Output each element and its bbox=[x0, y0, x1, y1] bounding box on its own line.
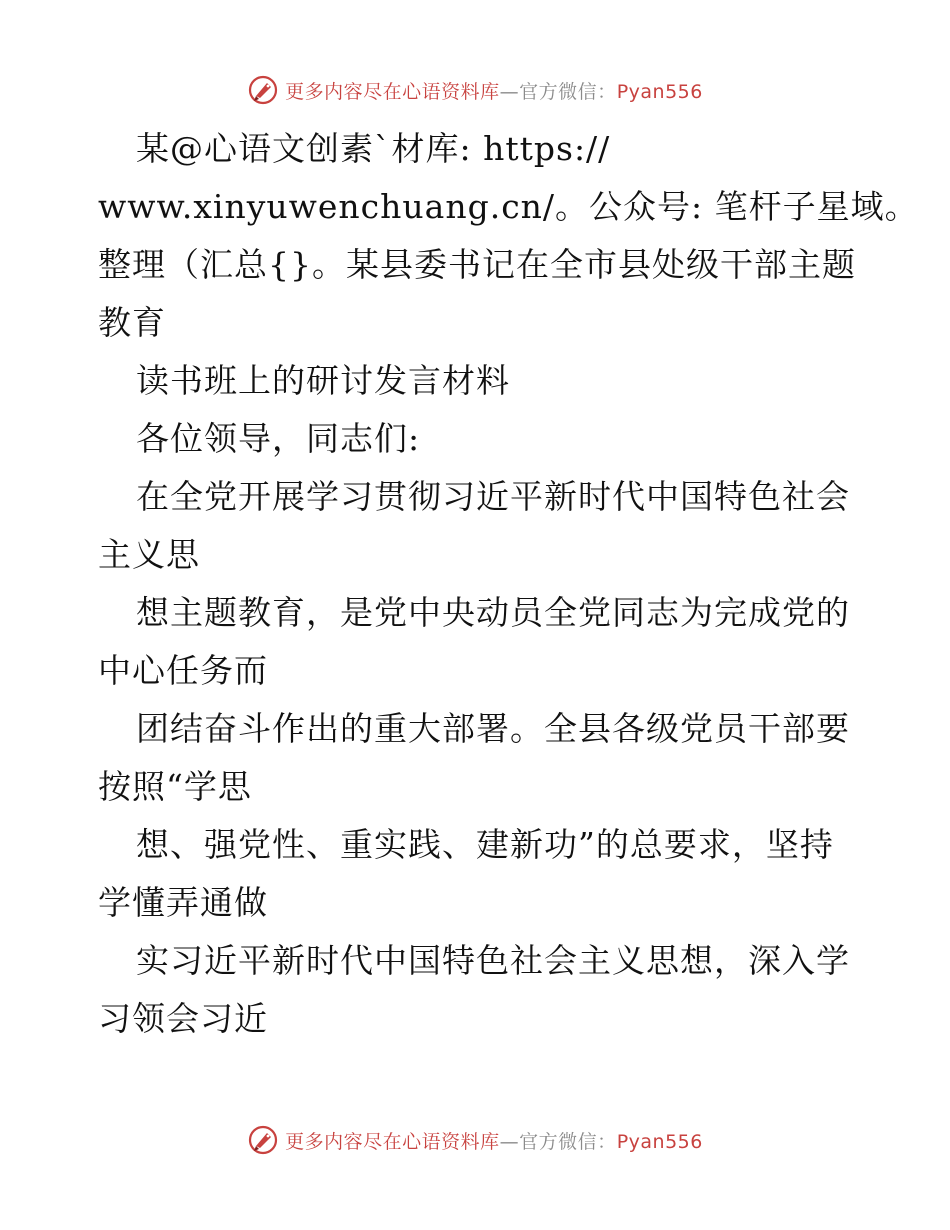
body-line-url: www.xinyuwenchuang.cn/。公众号: 笔杆子星域。 bbox=[98, 187, 919, 226]
body-line-paragraph: 实习近平新时代中国特色社会主义思想，深入学 bbox=[136, 941, 850, 980]
body-line-title-2: 教育 bbox=[98, 303, 166, 342]
body-line-subtitle: 读书班上的研讨发言材料 bbox=[136, 361, 510, 400]
header-banner-main: 更多内容尽在心语资料库 bbox=[285, 80, 500, 103]
document-body bbox=[98, 120, 919, 1048]
footer-banner-wechat-label: 官方微信： bbox=[519, 1130, 617, 1153]
footer-banner-main: 更多内容尽在心语资料库 bbox=[285, 1130, 500, 1153]
body-line-paragraph: 想主题教育，是党中央动员全党同志为完成党的 bbox=[136, 593, 850, 632]
body-line-paragraph: 按照“学思 bbox=[98, 767, 252, 806]
body-line-source: 某@心语文创素`材库: https:// bbox=[136, 129, 611, 168]
footer-banner-text bbox=[285, 1127, 703, 1154]
header-banner bbox=[0, 72, 950, 108]
body-line-paragraph: 想、强党性、重实践、建新功”的总要求，坚持 bbox=[136, 825, 834, 864]
header-banner-dash: — bbox=[499, 80, 520, 103]
footer-banner-dash: — bbox=[499, 1130, 520, 1153]
header-banner-wechat-id: Pyan556 bbox=[616, 80, 703, 103]
body-line-paragraph: 团结奋斗作出的重大部署。全县各级党员干部要 bbox=[136, 709, 850, 748]
pen-nib-logo-icon bbox=[247, 1124, 279, 1156]
body-line-paragraph: 习领会习近 bbox=[98, 999, 268, 1038]
body-line-paragraph: 中心任务而 bbox=[98, 651, 268, 690]
body-line-paragraph: 学懂弄通做 bbox=[98, 883, 268, 922]
header-banner-wechat-label: 官方微信： bbox=[519, 80, 617, 103]
body-line-salutation: 各位领导，同志们: bbox=[136, 419, 421, 458]
body-line-paragraph: 在全党开展学习贯彻习近平新时代中国特色社会 bbox=[136, 477, 850, 516]
header-banner-text bbox=[285, 77, 703, 104]
body-line-title-1: 整理（汇总{}。某县委书记在全市县处级干部主题 bbox=[98, 245, 856, 284]
footer-banner bbox=[0, 1122, 950, 1158]
body-line-paragraph: 主义思 bbox=[98, 535, 200, 574]
footer-banner-wechat-id: Pyan556 bbox=[616, 1130, 703, 1153]
pen-nib-logo-icon bbox=[247, 74, 279, 106]
